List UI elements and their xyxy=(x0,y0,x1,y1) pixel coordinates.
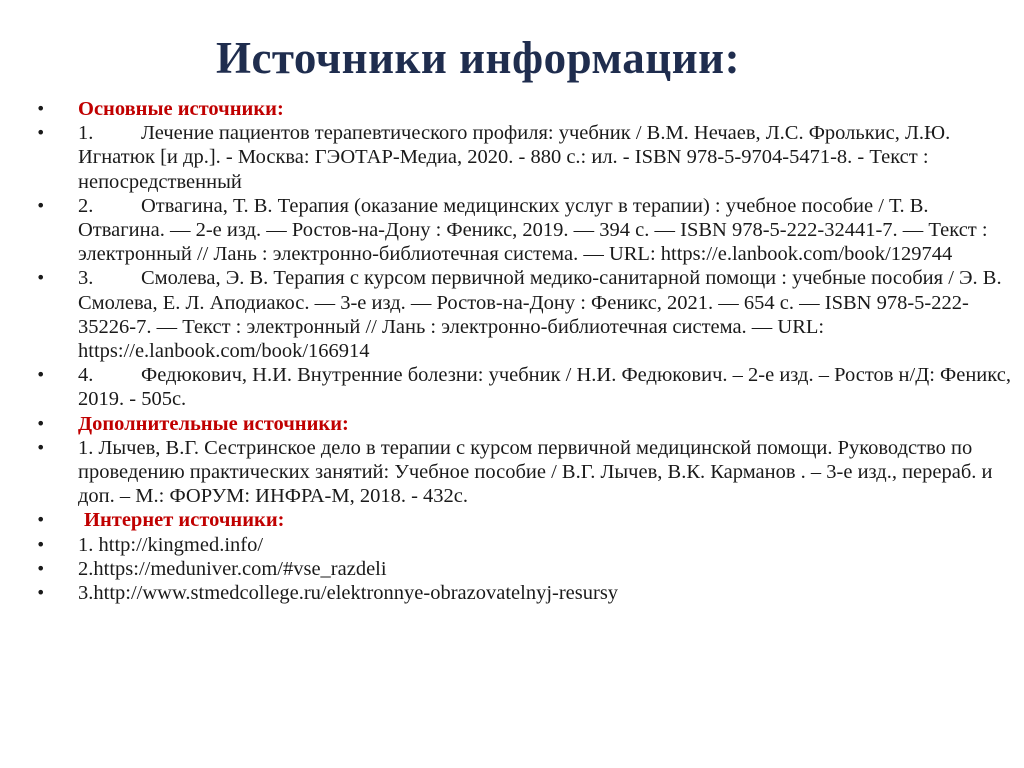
list-item xyxy=(36,508,1012,532)
slide-title: Источники информации: xyxy=(215,33,741,83)
list-item xyxy=(36,266,1012,363)
item-number: 4. xyxy=(78,364,94,387)
bullet-icon: • xyxy=(36,99,46,118)
main-sources-heading: Основные источники: xyxy=(78,98,284,120)
source-text: Смолева, Э. В. Терапия с курсом первичной медико-санитарной помощи : учебные пособия / Э. В. Смолева, Е. Л. Аподиакос. — 3-е изд. — Ростов-на-Дону : Феникс, 2021. — 654 с. — ISBN 978-5-222-35226-7. — Текст : электронный // Лань : электронно-библиотечная система. — URL: https://e.lanbook.com/book/166914 xyxy=(78,267,1002,363)
bullet-icon: • xyxy=(36,534,46,554)
internet-link[interactable]: 1. http://kingmed.info/ xyxy=(78,533,264,556)
bullet-icon: • xyxy=(36,437,46,457)
list-item xyxy=(36,412,1012,436)
additional-sources-heading: Дополнительные источники: xyxy=(78,412,349,435)
bullet-icon: • xyxy=(36,510,46,530)
source-text: Федюкович, Н.И. Внутренние болезни: учебник / Н.И. Федюкович. – 2-е изд. – Ростов н/Д: Феникс, 2019. - 505с. xyxy=(78,364,1011,411)
source-text: Лечение пациентов терапевтического профиля: учебник / В.М. Нечаев, Л.С. Фролькис, Л.Ю. Игнатюк [и др.]. - Москва: ГЭОТАР-Медиа, 2020. - 880 с.: ил. - ISBN 978-5-9704-5471-8. - Текст : непосредственный xyxy=(78,122,951,193)
list-item xyxy=(36,533,1012,557)
list-item xyxy=(36,363,1012,411)
list-item xyxy=(36,557,1012,581)
bullet-icon: • xyxy=(36,413,46,433)
list-item xyxy=(36,121,1012,194)
bullet-icon: • xyxy=(36,268,46,288)
item-number: 1. xyxy=(78,122,94,145)
bullet-icon: • xyxy=(36,365,46,385)
list-item xyxy=(36,194,1012,267)
sources-list xyxy=(36,97,1012,605)
internet-link[interactable]: 3.http://www.stmedcollege.ru/elektronnye-obrazovatelnyj-resursy xyxy=(78,582,619,605)
bullet-icon: • xyxy=(36,123,46,143)
source-text: 1. Лычев, В.Г. Сестринское дело в терапии с курсом первичной медицинской помощи. Руководство по проведению практических занятий: Учебное пособие / В.Г. Лычев, В.К. Карманов . – 3-е изд., перераб. и доп. – М.: ФОРУМ: ИНФРА-М, 2018. - 432с. xyxy=(78,436,993,508)
list-item xyxy=(36,581,1012,605)
source-text: Отвагина, Т. В. Терапия (оказание медицинских услуг в терапии) : учебное пособие / Т. В. Отвагина. — 2-е изд. — Ростов-на-Дону : Феникс, 2019. — 394 с. — ISBN 978-5-222-32441-7. — Текст : электронный // Лань : электронно-библиотечная система. — URL: https://e.lanbook.com/book/129744 xyxy=(78,194,988,266)
internet-link[interactable]: 2.https://meduniver.com/#vse_razdeli xyxy=(78,557,387,580)
item-number: 2. xyxy=(78,194,94,217)
internet-sources-heading: Интернет источники: xyxy=(84,509,285,532)
bullet-icon: • xyxy=(36,583,46,603)
list-item xyxy=(36,436,1012,509)
item-number: 3. xyxy=(78,267,94,290)
bullet-icon: • xyxy=(36,195,46,215)
bullet-icon: • xyxy=(36,558,46,578)
list-item xyxy=(36,97,1012,121)
